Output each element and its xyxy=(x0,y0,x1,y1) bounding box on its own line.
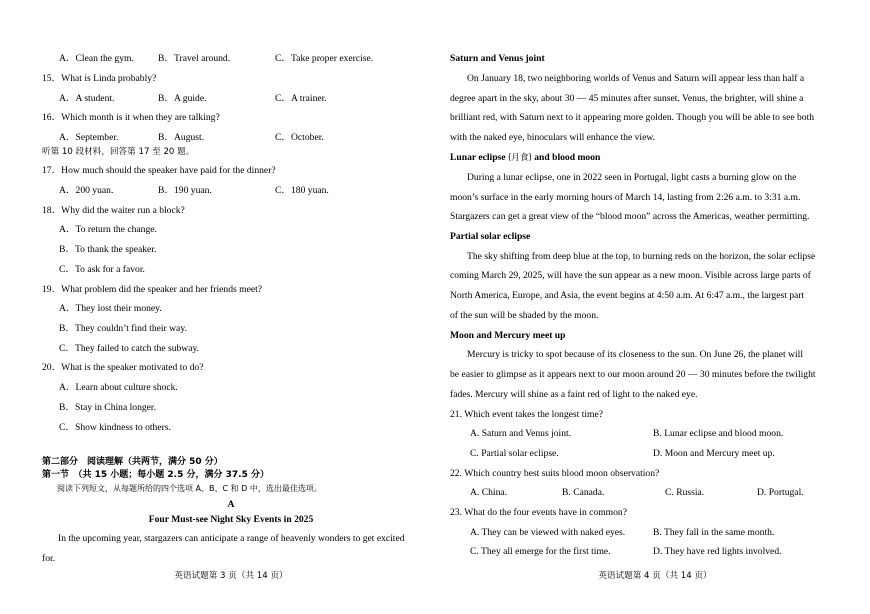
para1-line: degree apart in the sky, about 30 — 45 minutes after sunset. Venus, the brighter, will shine a xyxy=(450,93,804,104)
q22-option-b[interactable]: B. Canada. xyxy=(562,487,605,498)
para2-line: During a lunar eclipse, one in 2022 seen in Portugal, light casts a burning glow on the xyxy=(467,172,797,183)
para2-line: moon’s surface in the early morning hours of March 14, lasting from 2:26 a.m. to 3:31 a.m. xyxy=(450,192,801,203)
intro-line-2: for. xyxy=(42,553,56,564)
heading-lunar-eclipse-b: and blood moon xyxy=(534,152,601,163)
q19-option-c[interactable]: C．They failed to catch the subway. xyxy=(59,343,200,354)
q21-option-c[interactable]: C. Partial solar eclipse. xyxy=(470,448,559,459)
q21-option-a[interactable]: A. Saturn and Venus joint. xyxy=(470,428,572,439)
q23-option-c[interactable]: C. They all emerge for the first time. xyxy=(470,546,611,557)
q23-option-d[interactable]: D. They have red lights involved. xyxy=(653,546,782,557)
para2-line: Stargazers can get a great view of the “blood moon” across the Americas, weather permitting. xyxy=(450,211,810,222)
part2-title: 第二部分 阅读理解（共两节，满分 50 分） xyxy=(42,457,223,467)
q21-stem: 21. Which event takes the longest time? xyxy=(450,409,604,420)
heading-saturn-venus: Saturn and Venus joint xyxy=(450,53,545,64)
section1-instruction: 阅读下列短文，从每题所给的四个选项 A、B、C 和 D 中，选出最佳选项。 xyxy=(57,484,322,493)
heading-partial-solar: Partial solar eclipse xyxy=(450,231,531,242)
para3-line: North America, Europe, and Asia, the event begins at 4:50 a.m. At 6:47 a.m., the largest part xyxy=(450,290,805,301)
para1-line: brilliant red, with Saturn next to it appearing more golden. Though you will be able to see both xyxy=(450,112,815,123)
q20-stem: 20．What is the speaker motivated to do? xyxy=(42,362,204,373)
q23-option-a[interactable]: A. They can be viewed with naked eyes. xyxy=(470,527,626,538)
heading-lunar-eclipse-cjk: (月食) xyxy=(507,153,532,163)
para4-line: fades. Mercury will shine as a faint red of light to the naked eye. xyxy=(450,389,698,400)
q15-stem: 15．What is Linda probably? xyxy=(42,73,157,84)
passage-title: Four Must-see Night Sky Events in 2025 xyxy=(148,514,314,525)
q22-stem: 22. Which country best suits blood moon observation? xyxy=(450,468,660,479)
q17-option-c[interactable]: C．180 yuan. xyxy=(275,185,329,196)
q18-option-b[interactable]: B．To thank the speaker. xyxy=(59,244,157,255)
para1-line: On January 18, two neighboring worlds of Venus and Saturn will appear less than half a xyxy=(467,73,805,84)
heading-lunar-eclipse-a: Lunar eclipse xyxy=(450,152,506,163)
q20-option-c[interactable]: C．Show kindness to others. xyxy=(59,422,171,433)
q20-option-b[interactable]: B．Stay in China longer. xyxy=(59,402,157,413)
q16-option-b[interactable]: B．August. xyxy=(158,132,205,143)
q23-stem: 23. What do the four events have in common? xyxy=(450,507,627,518)
q14-option-a[interactable]: A．Clean the gym. xyxy=(59,53,134,64)
q21-option-d[interactable]: D. Moon and Mercury meet up. xyxy=(653,448,775,459)
q20-option-a[interactable]: A．Learn about culture shock. xyxy=(59,382,178,393)
q15-option-c[interactable]: C．A trainer. xyxy=(275,93,327,104)
q14-option-c[interactable]: C．Take proper exercise. xyxy=(275,53,374,64)
q18-stem: 18．Why did the waiter run a block? xyxy=(42,205,185,216)
q17-stem: 17．How much should the speaker have paid for the dinner? xyxy=(42,165,276,176)
q18-option-a[interactable]: A．To return the change. xyxy=(59,224,157,235)
para3-line: The sky shifting from deep blue at the top, to burning reds on the horizon, the solar eclipse xyxy=(467,251,816,262)
passage-letter: A xyxy=(227,499,235,510)
heading-moon-mercury: Moon and Mercury meet up xyxy=(450,330,566,341)
page-footer-left: 英语试题第 3 页（共 14 页） xyxy=(174,571,288,581)
para3-line: coming March 29, 2025, will have the sun appear as a new moon. Visible across large parts of xyxy=(450,270,811,281)
para4-line: be easier to glimpse as it appears next to our moon around 20 — 30 minutes before the twilight xyxy=(450,369,816,380)
section1-title: 第一节 （共 15 小题；每小题 2.5 分，满分 37.5 分） xyxy=(42,470,269,480)
q21-option-b[interactable]: B. Lunar eclipse and blood moon. xyxy=(653,428,784,439)
q15-option-b[interactable]: B．A guide. xyxy=(158,93,207,104)
q18-option-c[interactable]: C．To ask for a favor. xyxy=(59,264,145,275)
q22-option-c[interactable]: C. Russia. xyxy=(665,487,705,498)
page-footer-right: 英语试题第 4 页（共 14 页） xyxy=(598,571,712,581)
q22-option-d[interactable]: D. Portugal. xyxy=(757,487,804,498)
q19-option-a[interactable]: A．They lost their money. xyxy=(59,303,162,314)
listening-instruction: 听第 10 段材料，回答第 17 至 20 题。 xyxy=(42,147,195,157)
q19-option-b[interactable]: B．They couldn’t find their way. xyxy=(59,323,187,334)
q16-option-c[interactable]: C．October. xyxy=(275,132,324,143)
q17-option-b[interactable]: B．190 yuan. xyxy=(158,185,212,196)
q22-option-a[interactable]: A. China. xyxy=(470,487,508,498)
para3-line: of the sun will be shaded by the moon. xyxy=(450,310,599,321)
q16-stem: 16．Which month is it when they are talking? xyxy=(42,112,220,123)
q14-option-b[interactable]: B．Travel around. xyxy=(158,53,231,64)
intro-line-1: In the upcoming year, stargazers can anticipate a range of heavenly wonders to get excited xyxy=(58,533,405,544)
q17-option-a[interactable]: A．200 yuan. xyxy=(59,185,114,196)
para4-line: Mercury is tricky to spot because of its closeness to the sun. On June 26, the planet will xyxy=(467,349,803,360)
q19-stem: 19．What problem did the speaker and her friends meet? xyxy=(42,284,263,295)
q23-option-b[interactable]: B. They fall in the same month. xyxy=(653,527,775,538)
q16-option-a[interactable]: A．September. xyxy=(59,132,119,143)
q15-option-a[interactable]: A．A student. xyxy=(59,93,115,104)
para1-line: with the naked eye, binoculars will enhance the view. xyxy=(450,132,656,143)
heading-lunar-eclipse xyxy=(450,152,600,164)
